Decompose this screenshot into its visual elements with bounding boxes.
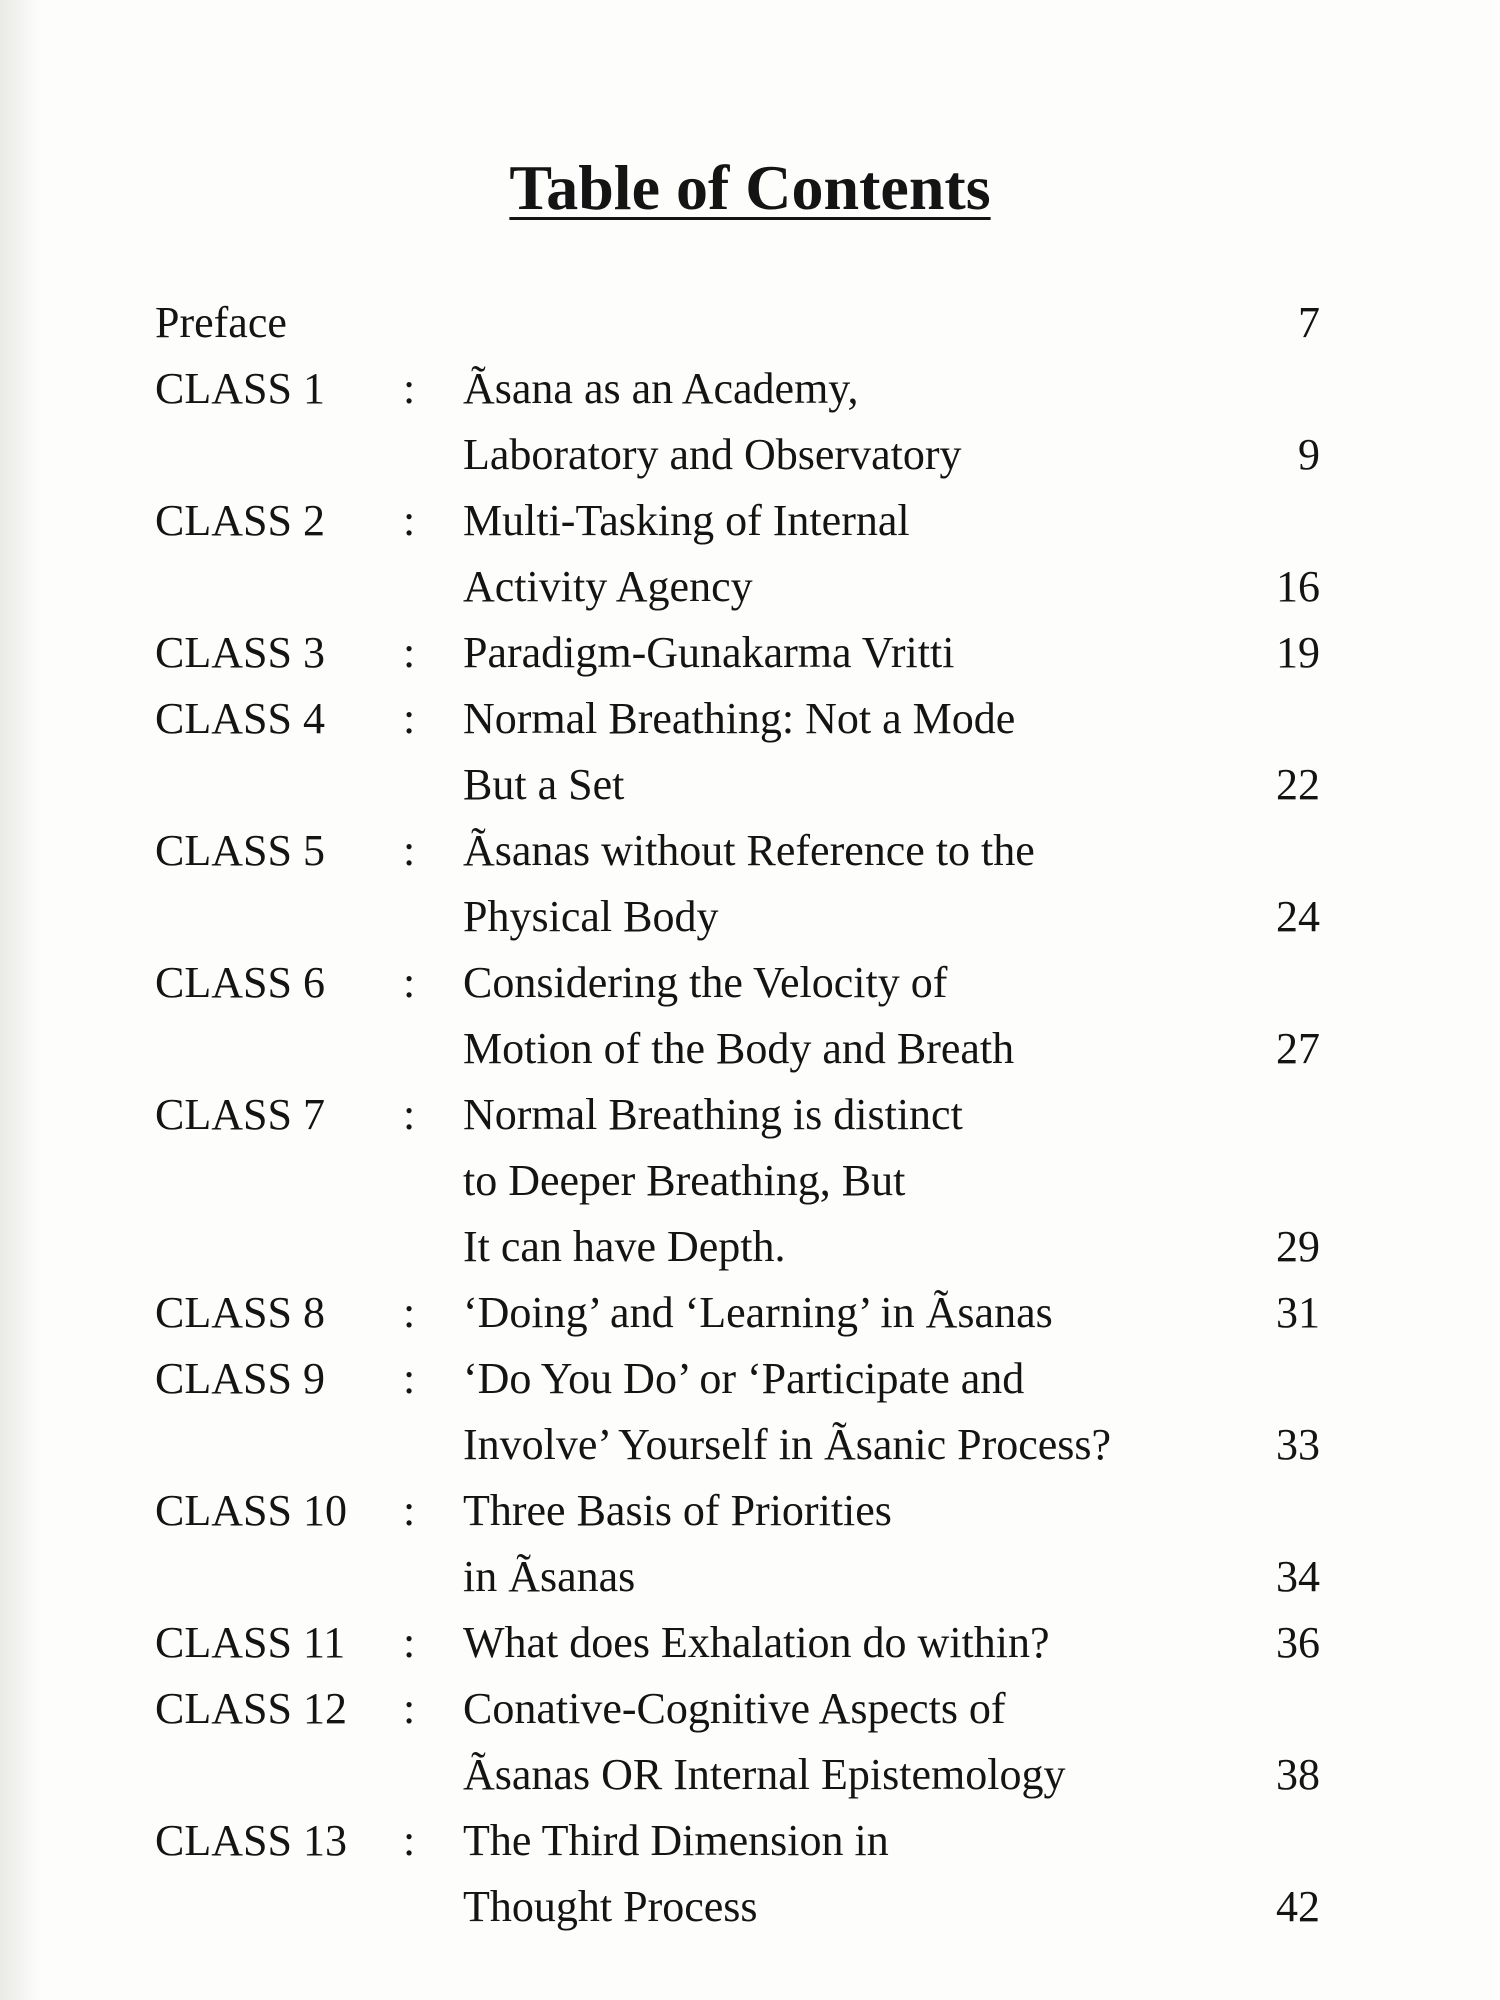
toc-entry-label: CLASS 4 xyxy=(155,694,325,743)
toc-entry-page-number: 33 xyxy=(1276,1420,1320,1469)
toc-entry-page-number: 24 xyxy=(1276,892,1320,941)
toc-entry-label: CLASS 3 xyxy=(155,628,325,677)
toc-entry-separator: : xyxy=(403,1090,416,1139)
toc-entry xyxy=(0,1808,1500,1940)
toc-entry-title-line: Physical Body xyxy=(463,892,719,941)
toc-entry-label: CLASS 1 xyxy=(155,364,325,413)
toc-entry-separator: : xyxy=(403,496,416,545)
toc-entry-line xyxy=(0,1544,1500,1610)
toc-entry-line xyxy=(0,1742,1500,1808)
toc-entry-line xyxy=(0,752,1500,818)
toc-entry-line xyxy=(0,1808,1500,1874)
toc-entry-title-line: Conative-Cognitive Aspects of xyxy=(463,1684,1006,1733)
toc-entry-title-line: But a Set xyxy=(463,760,625,809)
toc-entry-page-number: 31 xyxy=(1276,1288,1320,1337)
toc-entry-page-number: 27 xyxy=(1276,1024,1320,1073)
toc-entry xyxy=(0,290,1500,356)
toc-entry-label: CLASS 12 xyxy=(155,1684,347,1733)
toc-entry-separator: : xyxy=(403,826,416,875)
toc-entry-title-line: Paradigm-Gunakarma Vritti xyxy=(463,628,955,677)
toc-entry-line xyxy=(0,1676,1500,1742)
toc-entry xyxy=(0,1676,1500,1808)
page-title: Table of Contents xyxy=(509,152,991,223)
toc-entry xyxy=(0,686,1500,818)
toc-entry-title-line: It can have Depth. xyxy=(463,1222,786,1271)
toc-entry-line xyxy=(0,1478,1500,1544)
toc-entry-page-number: 42 xyxy=(1276,1882,1320,1931)
toc-entry-title-line: Normal Breathing is distinct xyxy=(463,1090,963,1139)
toc-entry xyxy=(0,1610,1500,1676)
toc-entry-page-number: 36 xyxy=(1276,1618,1320,1667)
toc-entry-line xyxy=(0,1214,1500,1280)
toc-entry-title-line: What does Exhalation do within? xyxy=(463,1618,1050,1667)
toc-entry-title-line: Considering the Velocity of xyxy=(463,958,948,1007)
toc-entry-page-number: 19 xyxy=(1276,628,1320,677)
toc-entry-line xyxy=(0,554,1500,620)
toc-entry-separator: : xyxy=(403,1288,416,1337)
toc-entry-label: CLASS 13 xyxy=(155,1816,347,1865)
toc-entry-line xyxy=(0,1280,1500,1346)
toc-entry-title-line: The Third Dimension in xyxy=(463,1816,889,1865)
toc-entry-title-line: Thought Process xyxy=(463,1882,758,1931)
toc-entry xyxy=(0,1346,1500,1478)
toc-entry-title-line: Normal Breathing: Not a Mode xyxy=(463,694,1016,743)
toc-entry-separator: : xyxy=(403,1816,416,1865)
toc-entry-separator: : xyxy=(403,628,416,677)
toc-entry-title-line: Ãsanas OR Internal Epistemology xyxy=(463,1750,1066,1799)
toc-entry-label: Preface xyxy=(155,298,287,347)
toc-entry-label: CLASS 9 xyxy=(155,1354,325,1403)
table-of-contents xyxy=(0,290,1500,1940)
toc-entry-line xyxy=(0,1082,1500,1148)
toc-entry-separator: : xyxy=(403,1684,416,1733)
toc-entry-separator: : xyxy=(403,1486,416,1535)
toc-entry-label: CLASS 7 xyxy=(155,1090,325,1139)
toc-entry-label: CLASS 2 xyxy=(155,496,325,545)
toc-entry-title-line: Ãsanas without Reference to the xyxy=(463,826,1035,875)
toc-entry-line xyxy=(0,1148,1500,1214)
toc-entry-line xyxy=(0,1874,1500,1940)
toc-entry xyxy=(0,356,1500,488)
toc-entry-title-line: ‘Do You Do’ or ‘Participate and xyxy=(463,1354,1025,1403)
toc-entry xyxy=(0,818,1500,950)
toc-entry-page-number: 7 xyxy=(1298,298,1320,347)
toc-entry-separator: : xyxy=(403,694,416,743)
toc-entry-title-line: Ãsana as an Academy, xyxy=(463,364,859,413)
toc-entry-separator: : xyxy=(403,1618,416,1667)
toc-entry-label: CLASS 10 xyxy=(155,1486,347,1535)
toc-entry-page-number: 16 xyxy=(1276,562,1320,611)
toc-entry-line xyxy=(0,422,1500,488)
toc-entry-line xyxy=(0,950,1500,1016)
toc-entry-page-number: 9 xyxy=(1298,430,1320,479)
toc-entry-line xyxy=(0,620,1500,686)
toc-entry-line xyxy=(0,356,1500,422)
toc-entry-page-number: 38 xyxy=(1276,1750,1320,1799)
toc-entry xyxy=(0,1478,1500,1610)
toc-entry-line xyxy=(0,290,1500,356)
toc-entry-line xyxy=(0,1016,1500,1082)
toc-entry xyxy=(0,488,1500,620)
toc-entry xyxy=(0,950,1500,1082)
toc-entry-page-number: 34 xyxy=(1276,1552,1320,1601)
toc-entry-label: CLASS 5 xyxy=(155,826,325,875)
toc-entry-separator: : xyxy=(403,1354,416,1403)
toc-entry-title-line: Three Basis of Priorities xyxy=(463,1486,892,1535)
toc-entry-separator: : xyxy=(403,958,416,1007)
toc-entry-separator: : xyxy=(403,364,416,413)
toc-entry-line xyxy=(0,1610,1500,1676)
toc-entry-line xyxy=(0,884,1500,950)
toc-entry-line xyxy=(0,1412,1500,1478)
toc-entry-line xyxy=(0,686,1500,752)
toc-entry-title-line: Motion of the Body and Breath xyxy=(463,1024,1015,1073)
toc-entry-title-line: to Deeper Breathing, But xyxy=(463,1156,906,1205)
toc-entry-title-line: Involve’ Yourself in Ãsanic Process? xyxy=(463,1420,1112,1469)
toc-entry-page-number: 29 xyxy=(1276,1222,1320,1271)
toc-entry-label: CLASS 11 xyxy=(155,1618,346,1667)
toc-entry-title-line: ‘Doing’ and ‘Learning’ in Ãsanas xyxy=(463,1288,1053,1337)
toc-entry-title-line: Multi-Tasking of Internal xyxy=(463,496,910,545)
toc-entry-label: CLASS 8 xyxy=(155,1288,325,1337)
toc-entry-title-line: Activity Agency xyxy=(463,562,753,611)
toc-entry-line xyxy=(0,488,1500,554)
toc-entry-page-number: 22 xyxy=(1276,760,1320,809)
toc-entry-line xyxy=(0,1346,1500,1412)
toc-entry xyxy=(0,1280,1500,1346)
toc-entry xyxy=(0,620,1500,686)
toc-entry-line xyxy=(0,818,1500,884)
toc-entry xyxy=(0,1082,1500,1280)
toc-entry-title-line: in Ãsanas xyxy=(463,1552,636,1601)
toc-entry-label: CLASS 6 xyxy=(155,958,325,1007)
toc-entry-title-line: Laboratory and Observatory xyxy=(463,430,962,479)
